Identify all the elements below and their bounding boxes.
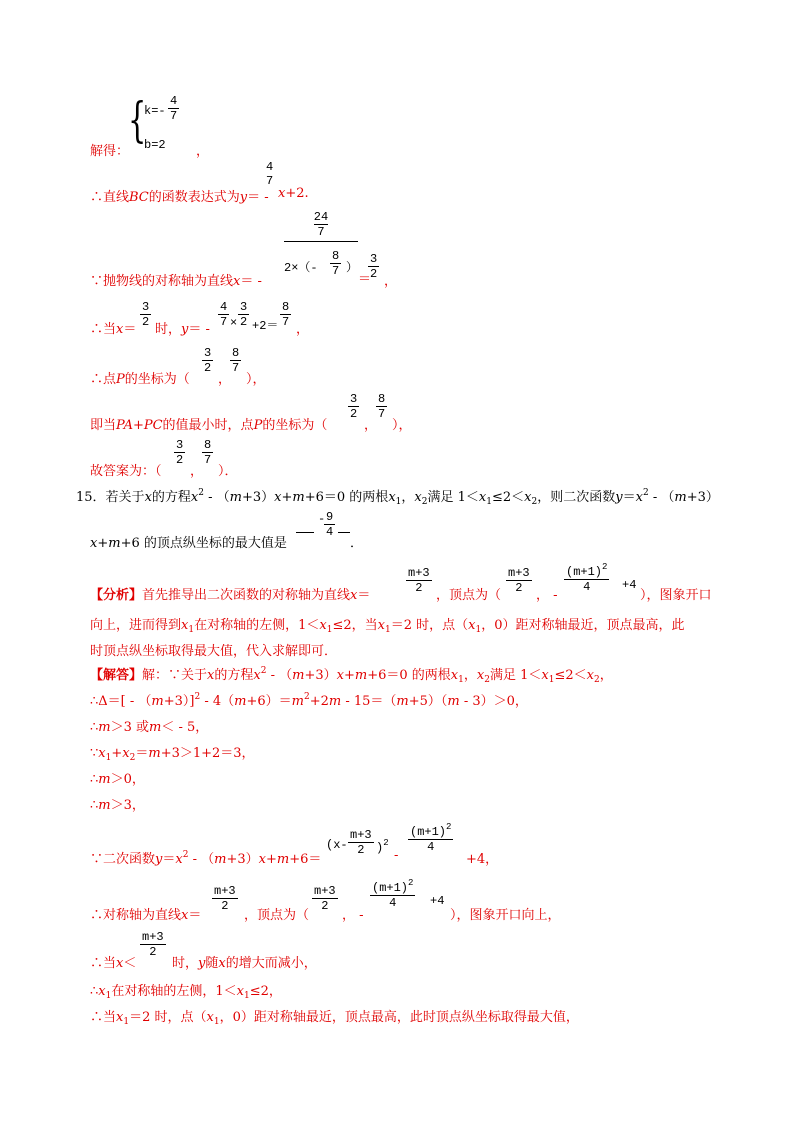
axis2-vertex-y: $(m+1)^2$ 4	[372, 878, 414, 910]
system-comma: ，	[196, 144, 210, 159]
min-f1: 3 2	[350, 392, 358, 421]
q15-blank-left	[296, 532, 314, 533]
axis2-sep: ， -	[342, 908, 364, 923]
k-fraction: 4 7	[170, 94, 178, 123]
q15-line2: x+m+6 的顶点纵坐标的最大值是	[90, 536, 287, 551]
line-bc-fraction: 4 7	[266, 160, 274, 188]
jiede-label: 解得：	[90, 144, 130, 159]
when-statement-b: 时，y＝ -	[155, 322, 210, 337]
when-end: ，	[296, 322, 310, 337]
decrease-fraction: m+3 2	[142, 930, 164, 959]
pcoord-sep: ，	[218, 372, 232, 387]
axis-statement: ∵抛物线的对称轴为直线x＝ -	[90, 274, 262, 289]
answer-line8: ∴对称轴为直线x＝	[90, 908, 202, 923]
answer-line3: ∴m＞3 或m＜ - 5，	[90, 720, 209, 735]
axis-big-fraction: 24 7	[284, 210, 358, 242]
axis2-vertex-label: ，顶点为（	[244, 908, 310, 923]
q15-end: ．	[350, 536, 364, 551]
axis2-vertex-x: m+3 2	[314, 884, 336, 913]
answer-line4: $\because x_1+x_2=m+3>1+2=3$，	[90, 746, 255, 763]
when-plus: +2＝	[252, 319, 279, 333]
q15-blank-right	[338, 532, 350, 533]
answer-line2: ∴Δ＝[ - $(m+3)]^2 - 4(m+6)=m^2+2m - 15=(m+5)(m - 3)>0$，	[90, 692, 528, 709]
when-times: ×	[230, 316, 238, 330]
answer-line6: ∴m＞3，	[90, 798, 145, 813]
axis-result-fraction: 3 2	[370, 252, 378, 281]
axis2-fraction: m+3 2	[214, 884, 236, 913]
axis-den-fraction: 8 7	[332, 249, 340, 278]
axis-den-close: ）	[346, 261, 359, 275]
vertex-form-fraction: m+3 2	[350, 828, 372, 857]
answer-sep: ，	[190, 464, 204, 479]
vertex-form-yfraction: $(m+1)^2$ 4	[410, 822, 452, 854]
k-equation: k=-	[144, 104, 166, 118]
vertex-form-close: )$^2$	[376, 838, 389, 855]
q15-neg-sign: -	[318, 512, 326, 526]
line-bc-tail: x+2.	[278, 186, 309, 201]
vertex-form-open: (x-	[326, 838, 348, 852]
when-f2: 3 2	[240, 300, 248, 329]
axis-eq2: ＝	[358, 272, 372, 287]
b-equation: b=2	[144, 138, 166, 152]
analysis-axis-fraction: m+3 2	[408, 566, 430, 595]
answer-line5: ∴m＞0，	[90, 772, 145, 787]
axis2-end: ），图象开口向上，	[450, 908, 561, 923]
analysis-vertex-sep: ， -	[536, 588, 558, 603]
vertex-form-end: +4，	[466, 852, 499, 867]
min-f2: 8 7	[378, 392, 386, 421]
analysis-line1-end: ），图象开口	[640, 588, 712, 603]
axis-den-prefix: 2×（-	[284, 261, 318, 275]
answer-line10: $\therefore x_1$在对称轴的左侧，$1<x_1\le 2$，	[90, 984, 282, 1001]
answer-prefix: 故答案为：（	[90, 464, 162, 479]
pcoord-f2: 8 7	[232, 346, 240, 375]
when-f3: 8 7	[282, 300, 290, 329]
min-sep: ，	[364, 418, 378, 433]
analysis-line2: 向上，进而得到$x_1$在对称轴的左侧，$1<x_1\le 2$，当$x_1=2$ 时，点（$x_1$，0）距对称轴最近，顶点最高，此	[90, 618, 685, 635]
pcoord-statement: ∴点P的坐标为（	[90, 372, 190, 387]
q15-answer-fraction: 9 4	[326, 510, 334, 539]
answer-end: ）．	[218, 464, 238, 479]
vertex-form-minus: -	[394, 848, 399, 863]
min-statement: 即当PA+PC的值最小时，点P的坐标为（	[90, 418, 328, 433]
q15-line1: 15．若关于x的方程$x^2 - (m+3)x+m+6=0$ 的两根$x_1$，$x_2$满足 $1<x_1\le 2<x_2$，则二次函数$y=x^2 - (m+3)$	[76, 488, 719, 507]
when-x-fraction: 3 2	[142, 300, 150, 329]
pcoord-f1: 3 2	[204, 346, 212, 375]
answer-f1: 3 2	[176, 438, 184, 467]
axis2-plus4: +4	[430, 894, 445, 908]
answer-line7: ∵二次函数$y=x^2 - (m+3)x+m+6=$	[90, 850, 322, 867]
system-brace: {	[128, 92, 147, 148]
analysis-vertex-y-fraction: $(m+1)^2$ 4	[566, 562, 608, 594]
line-bc-statement: ∴直线BC的函数表达式为y＝ -	[90, 190, 269, 205]
when-f1: 4 7	[220, 300, 228, 329]
analysis-plus4: +4	[622, 578, 637, 592]
analysis-vertex-x-fraction: m+3 2	[508, 566, 530, 595]
answer-line11: ∴当$x_1=2$ 时，点（$x_1$，0）距对称轴最近，顶点最高，此时顶点纵坐标取得最大值，	[90, 1010, 579, 1027]
when-statement-a: ∴当x＝	[90, 322, 137, 337]
axis-end: ，	[384, 274, 398, 289]
answer-line9-a: ∴当x＜	[90, 956, 137, 971]
answer-line1: 【解答】解：∵关于x的方程$x^2 - (m+3)x+m+6=0$ 的两根$x_1$，$x_2$满足 $1<x_1\le 2<x_2$，	[90, 666, 613, 685]
min-end: ），	[392, 418, 412, 433]
answer-line9-b: 时，y随x的增大而减小，	[172, 956, 317, 971]
pcoord-end: ），	[246, 372, 266, 387]
answer-f2: 8 7	[204, 438, 212, 467]
analysis-line1: 【分析】首先推导出二次函数的对称轴为直线x＝	[90, 588, 371, 603]
analysis-vertex-label: ，顶点为（	[436, 588, 502, 603]
analysis-line3: 时顶点纵坐标取得最大值，代入求解即可．	[90, 644, 338, 659]
